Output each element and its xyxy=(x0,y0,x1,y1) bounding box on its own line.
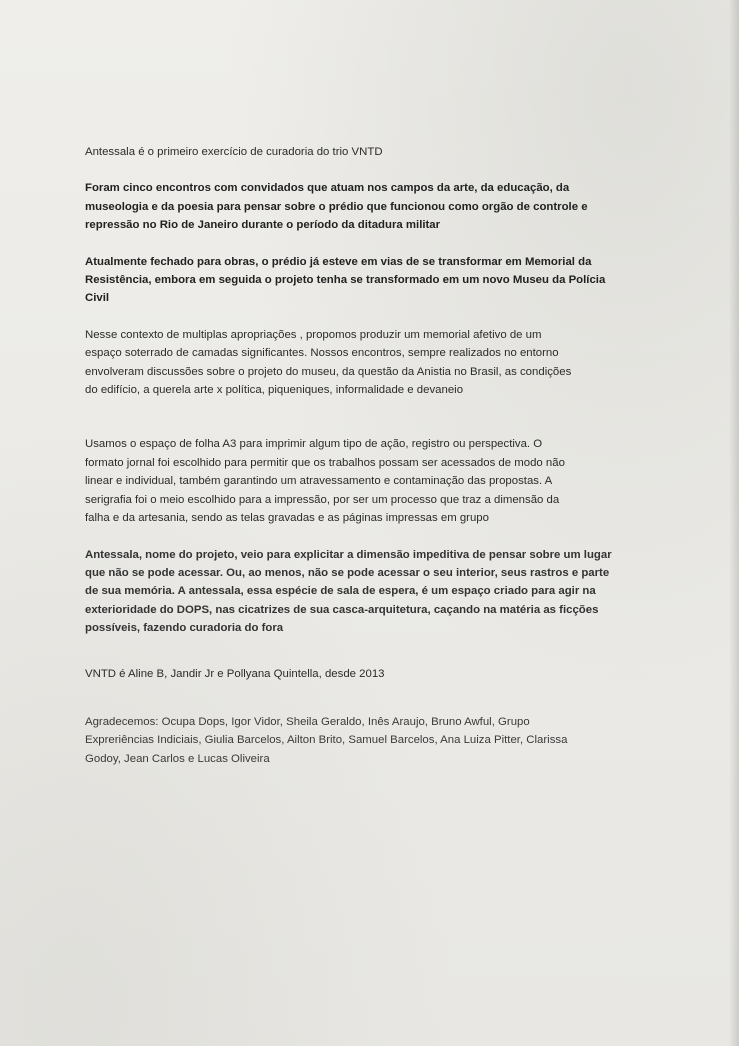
paragraph-antessala: Antessala, nome do projeto, veio para explicitar a dimensão impeditiva de pensar sobre um lugar que não se pode acessar. Ou, ao menos, não se pode acessar o seu interior, seus rastros e parte de sua memória. A antessala, essa espécie de sala de espera, é um espaço criado para agir na exterioridade do DOPS, nas cicatrizes de sua casca-arquitetura, caçando na matéria as ficções possíveis, fazendo curadoria do fora xyxy=(85,548,612,635)
paragraph-contexto: Nesse contexto de multiplas apropriações , propomos produzir um memorial afetivo de um espaço soterrado de camadas significantes. Nossos encontros, sempre realizados no entorno envolveram discussões sobre o projeto do museu, da questão da Anistia no Brasil, as condições do edifício, a querela arte x política, piqueniques, informalidade e devaneio xyxy=(85,328,572,397)
paragraph-encontros: Foram cinco encontros com convidados que atuam nos campos da arte, da educação, da museologia e da poesia para pensar sobre o prédio que funcionou como orgão de controle e repressão no Rio de Janeiro durante o período da ditadura militar xyxy=(85,182,588,232)
paper-edge-shadow xyxy=(729,0,739,1046)
paragraph-folha-a3: Usamos o espaço de folha A3 para imprimir algum tipo de ação, registro ou perspectiva. O formato jornal foi escolhido para permitir que os trabalhos possam ser acessados de modo não linear e individual, também garantindo um atravessamento e contaminação das propostas. A serigrafia foi o meio escolhido para a impressão, por ser um processo que traz a dimensão da falha e da artesania, sendo as telas gravadas e as páginas impressas em grupo xyxy=(85,438,565,525)
paragraph-atualmente: Atualmente fechado para obras, o prédio já esteve em vias de se transformar em Memorial da Resistência, embora em seguida o projeto tenha se transformado em um novo Museu da Polícia Civil xyxy=(85,255,606,305)
document-body xyxy=(85,143,647,768)
paragraph-vntd-members: VNTD é Aline B, Jandir Jr e Pollyana Quintella, desde 2013 xyxy=(85,667,385,680)
paragraph-agradecimentos: Agradecemos: Ocupa Dops, Igor Vidor, Sheila Geraldo, Inês Araujo, Bruno Awful, Grupo Expreriências Indiciais, Giulia Barcelos, Ailton Brito, Samuel Barcelos, Ana Luiza Pitter, Clarissa Godoy, Jean Carlos e Lucas Oliveira xyxy=(85,715,568,765)
intro-line: Antessala é o primeiro exercício de curadoria do trio VNTD xyxy=(85,146,383,158)
